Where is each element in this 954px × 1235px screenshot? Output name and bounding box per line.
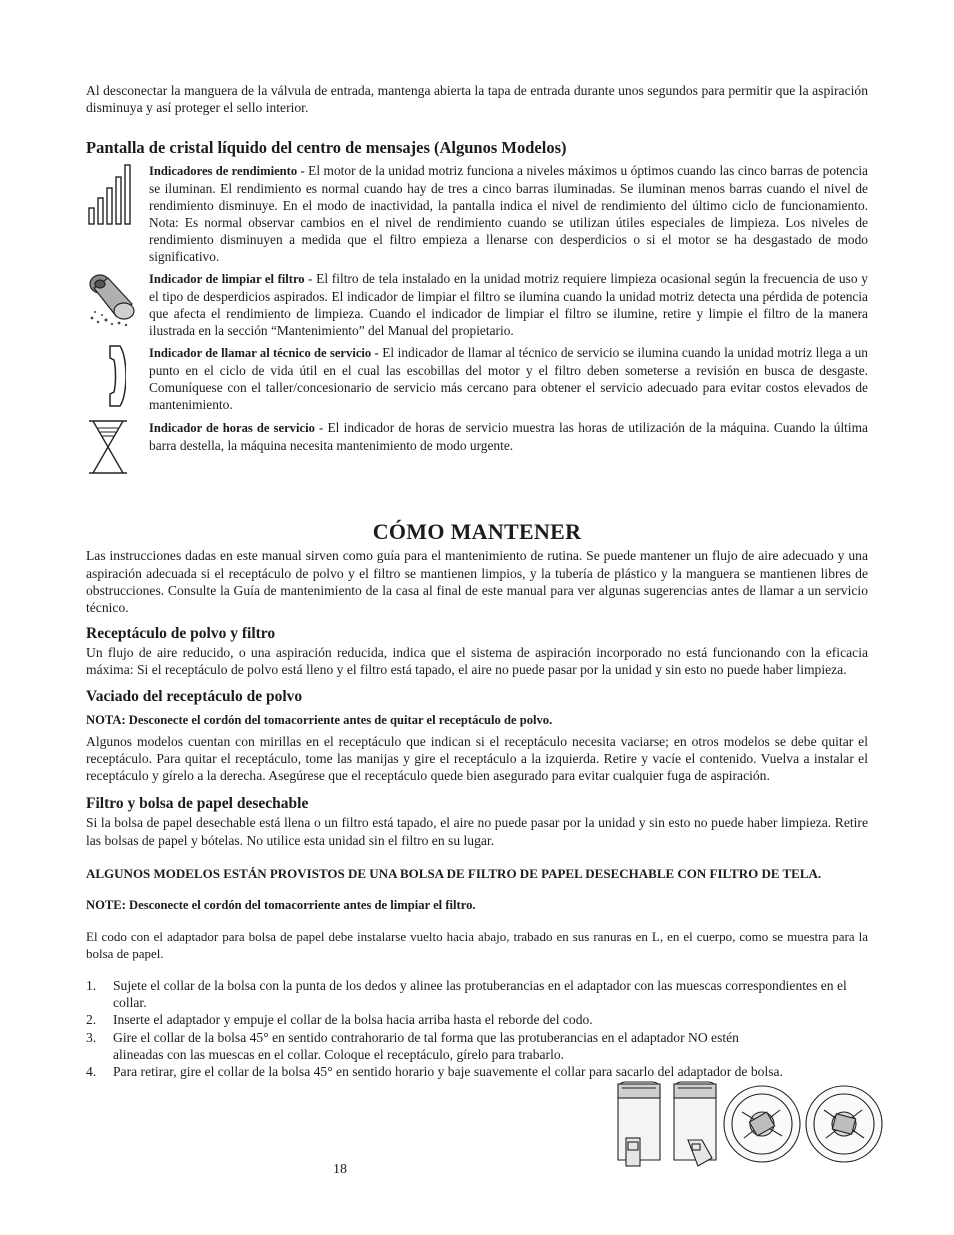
indicator-performance <box>86 162 868 265</box>
list-item: 1. Sujete el collar de la bolsa con la punta de los dedos y alinee las protuberancias en el adaptador con las muescas correspondientes en el collar. <box>86 978 847 1011</box>
indicator-title: Indicador de limpiar el filtro - <box>149 272 313 287</box>
indicator-text: El indicador de horas de servicio muestra las horas de utilización de la máquina. Cuando la última barra destella, la máquina necesita mantenimiento de modo urgente. <box>149 420 868 454</box>
hourglass-icon <box>86 419 149 480</box>
elbow-text: El codo con el adaptador para bolsa de papel debe instalarse vuelto hacia abajo, trabado en sus ranuras en L, en el cuerpo, como se muestra para la bolsa de papel. <box>86 929 868 962</box>
manual-page <box>86 82 868 1080</box>
indicator-service-hours <box>86 419 868 480</box>
emptying-text: Algunos modelos cuentan con mirillas en el receptáculo que indican si el receptáculo necesita vaciarse; en otros modelos se debe quitar el receptáculo. Para quitar el receptáculo, tome las manijas y gire el receptáculo a la izquierda. Retire y vacíe el contenido. Vuelva a instalar el receptáculo y gírelo a la derecha. Asegúrese que el receptáculo quede bien asegurado para evitar cualquier fuga de aspiración. <box>86 733 868 784</box>
page-number: 18 <box>333 1162 347 1177</box>
steps-list <box>86 977 868 1080</box>
bag-heading: Filtro y bolsa de papel desechable <box>86 795 309 813</box>
emptying-note: NOTA: Desconecte el cordón del tomacorriente antes de quitar el receptáculo de polvo. <box>86 712 553 727</box>
indicator-title: Indicador de llamar al técnico de servicio - <box>149 346 379 361</box>
list-item: 2. Inserte el adaptador y empuje el collar de la bolsa hacia arriba hasta el reborde del codo. <box>86 1012 593 1028</box>
performance-bars-icon <box>86 162 149 233</box>
bag-text: Si la bolsa de papel desechable está llena o un filtro está tapado, el aire no puede pasar por la unidad y sin esto no puede haber limpieza. Retire las bolsas de papel y bótelas. No utilice esta unidad sin el filtro en su lugar. <box>86 815 868 848</box>
list-item: 4. Para retirar, gire el collar de la bolsa 45° en sentido horario y baje suavemente el collar para sacarlo del adaptador de bolsa. <box>86 1064 783 1080</box>
lcd-heading: Pantalla de cristal líquido del centro de mensajes (Algunos Modelos) <box>86 138 567 158</box>
indicator-text: El indicador de llamar al técnico de servicio se ilumina cuando la unidad motriz llega a un punto en el ciclo de vida útil en el cual las escobillas del motor y el filtro deben someterse a revisión en busca de desgaste. Comuníquese con el taller/concesionario de servicio más cercano para obtener el servicio adecuado para evitar costos elevados de mantenimiento. <box>149 345 868 413</box>
caps-notice: ALGUNOS MODELOS ESTÁN PROVISTOS DE UNA BOLSA DE FILTRO DE PAPEL DESECHABLE CON FILTRO DE TELA. <box>86 865 822 881</box>
phone-service-icon <box>86 344 149 413</box>
maintain-title: CÓMO MANTENER <box>372 519 582 545</box>
intro-paragraph: Al desconectar la manguera de la válvula de entrada, mantenga abierta la tapa de entrada durante unos segundos para permitir que la aspiración disminuya y así proteger el sello interior. <box>86 83 868 116</box>
maintain-intro: Las instrucciones dadas en este manual sirven como guía para el mantenimiento de rutina. Se puede mantener un flujo de aire adecuado y una aspiración adecuada si el receptáculo de polvo y el filtro se mantienen limpios, y la tubería de plástico y la manguera se mantienen libres de obstrucciones. Consulte la Guía de mantenimiento de la casa al final de este manual para ver algunas sugerencias antes de llamar a un servicio técnico. <box>86 548 868 616</box>
indicator-text: El motor de la unidad motriz funciona a niveles máximos u óptimos cuando las cinco barras de potencia se iluminan. El rendimiento es normal cuando hay de tres a cinco barras iluminadas. Se iluminan menos barras cuando el nivel de rendimiento disminuye. En el modo de inactividad, la pantalla indica el nivel de rendimiento del último ciclo de funcionamiento. Nota: Es normal observar cambios en el nivel de rendimiento cuando se utilizan útiles especiales de limpieza. Los niveles de rendimiento disminuyen a medida que el filtro empieza a llenarse con desperdicios o si el motor se ha desgastado de modo significativo. <box>149 163 868 265</box>
list-item: 3. Gire el collar de la bolsa 45° en sentido contrahorario de tal forma que las protuberancias en el adaptador NO estén alineadas con las muescas en el collar. Coloque el receptáculo, gírelo para trabarlo. <box>86 1029 739 1062</box>
indicator-text: El filtro de tela instalado en la unidad motriz requiere limpieza ocasional según la frecuencia de uso y el tipo de desperdicios aspirados. El indicador de limpiar el filtro se ilumina cuando la unidad motriz detecta una pérdida de potencia que afecta el rendimiento de limpieza. Cuando el indicador de limpiar el filtro se ilumine, retire y limpie el filtro de la manera ilustrada en la sección “Mantenimiento” del Manual del propietario. <box>149 271 868 339</box>
indicator-title: Indicador de horas de servicio - <box>149 421 324 436</box>
receptacle-text: Un flujo de aire reducido, o una aspiración reducida, indica que el sistema de aspiración incorporado no está funcionando con la eficacia máxima: Si el receptáculo de polvo está lleno y el filtro está tapado, el aire no puede pasar por la unidad y sin esto no puede haber limpieza. <box>86 645 868 678</box>
emptying-heading: Vaciado del receptáculo de polvo <box>86 687 303 705</box>
bag-adapter-illustration <box>612 1080 884 1172</box>
indicator-clean-filter <box>86 270 868 339</box>
filter-note: NOTE: Desconecte el cordón del tomacorriente antes de limpiar el filtro. <box>86 897 476 912</box>
indicator-title: Indicadores de rendimiento - <box>149 164 305 179</box>
clean-filter-icon <box>86 270 149 333</box>
receptacle-heading: Receptáculo de polvo y filtro <box>86 625 276 643</box>
indicator-call-service <box>86 344 868 413</box>
